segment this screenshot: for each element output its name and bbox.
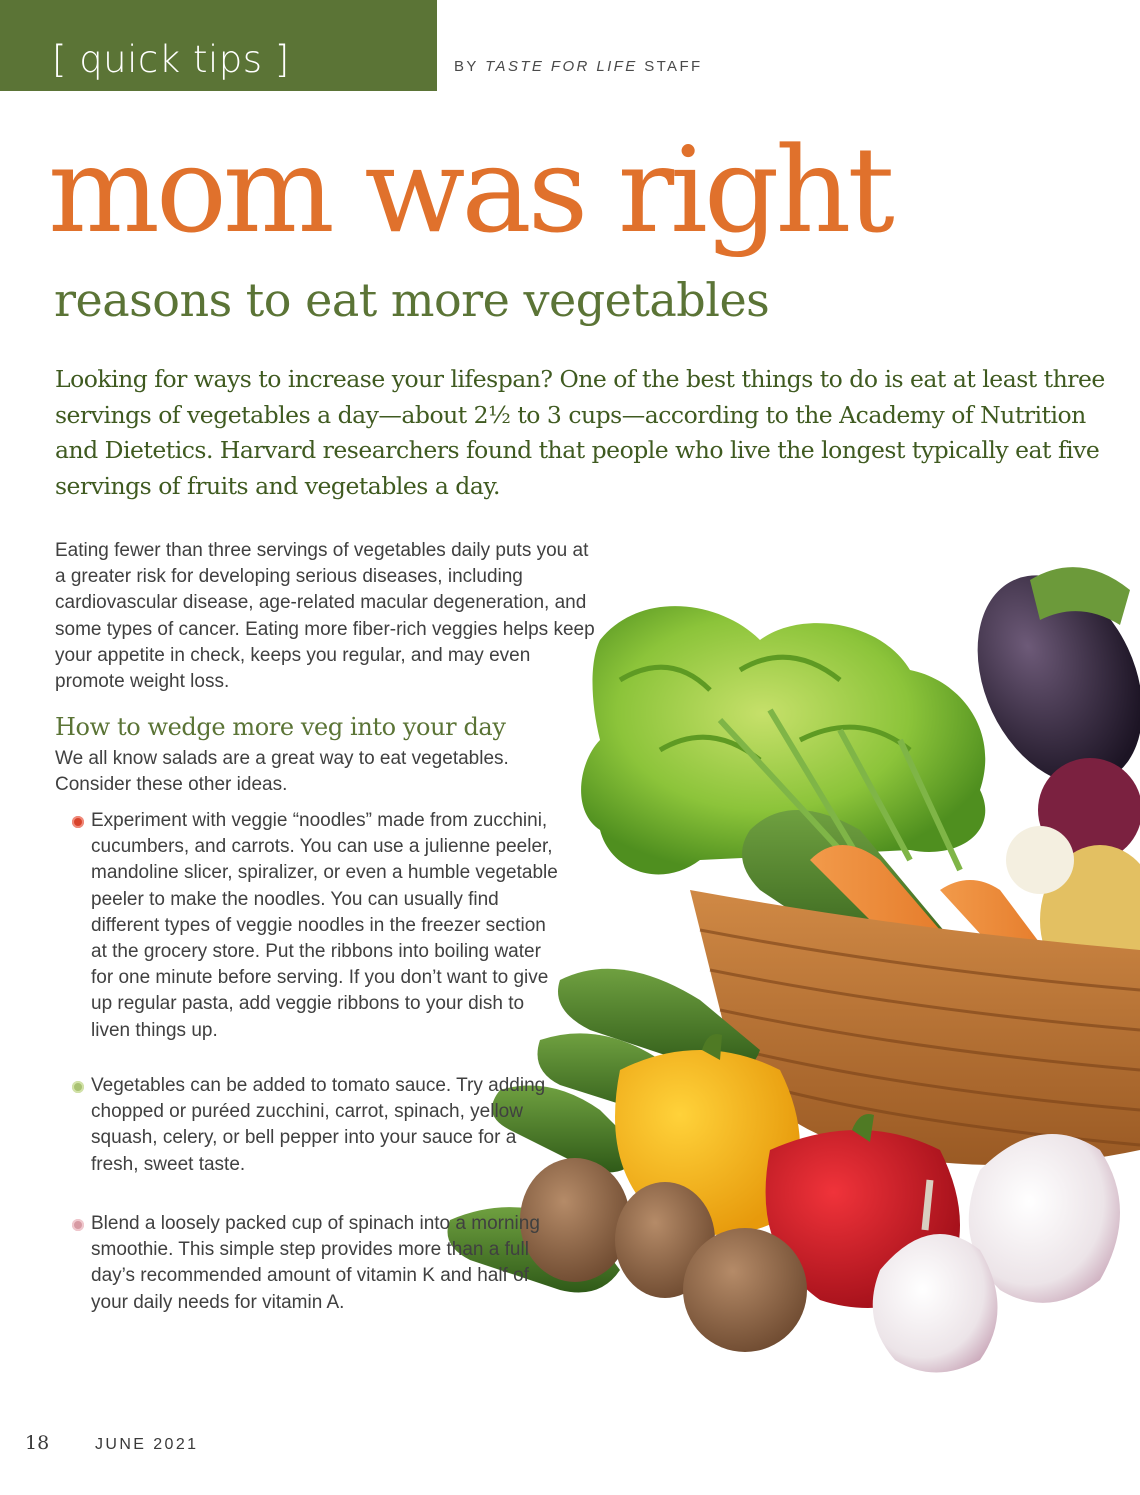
tip-text: Experiment with veggie “noodles” made from zucchini, cucumbers, and carrots. You can use a julienne peeler, mandoline slicer, spiralizer, or even a humble vegetable peeler to make the noodles. You can usually find different types of veggie noodles in the freezer section at the grocery store. Put the ribbons into boiling water for one minute before serving. If you don’t want to give up regular pasta, add veggie ribbons to your dish to liven things up. [91, 810, 558, 1041]
bullet-dot [72, 1219, 84, 1231]
byline [454, 58, 703, 75]
byline-suffix: STAFF [637, 58, 703, 75]
bullet-dot [72, 816, 84, 828]
issue-date: JUNE 2021 [95, 1436, 199, 1453]
tip-text: Blend a loosely packed cup of spinach into a morning smoothie. This simple step provides more than a full day’s recommended amount of vitamin K and half of your daily needs for vitamin A. [91, 1213, 540, 1313]
bullet-dot [72, 1081, 84, 1093]
body-paragraph: Eating fewer than three servings of vegetables daily puts you at a greater risk for developing serious diseases, including cardiovascular disease, age-related macular degeneration, and some types of cancer. Eating more fiber-rich veggies helps keep your appetite in check, keeps you regular, and may even promote weight loss. [55, 540, 595, 693]
section-tag-banner [0, 0, 437, 91]
byline-publication: TASTE FOR LIFE [485, 58, 638, 75]
article-subtitle: reasons to eat more vegetables [54, 273, 770, 327]
page-number: 18 [25, 1432, 50, 1454]
byline-prefix: BY [454, 58, 486, 75]
lead-paragraph: Looking for ways to increase your lifespan? One of the best things to do is eat at least three servings of vegetables a day—about 2½ to 3 cups—according to the Academy of Nutrition and Dietetics. Harvard researchers found that people who live the longest typically eat five servings of fruits and vegetables a day. [55, 365, 1105, 500]
section-heading: How to wedge more veg into your day [55, 713, 506, 741]
section-tag: [ quick tips ] [52, 38, 290, 81]
article-title: mom was right [48, 121, 891, 259]
tip-text: Vegetables can be added to tomato sauce. Try adding chopped or puréed zucchini, carrot, spinach, yellow squash, celery, or bell pepper into your sauce for a fresh, sweet taste. [91, 1075, 546, 1175]
section-intro: We all know salads are a great way to eat vegetables. Consider these other ideas. [55, 748, 509, 796]
